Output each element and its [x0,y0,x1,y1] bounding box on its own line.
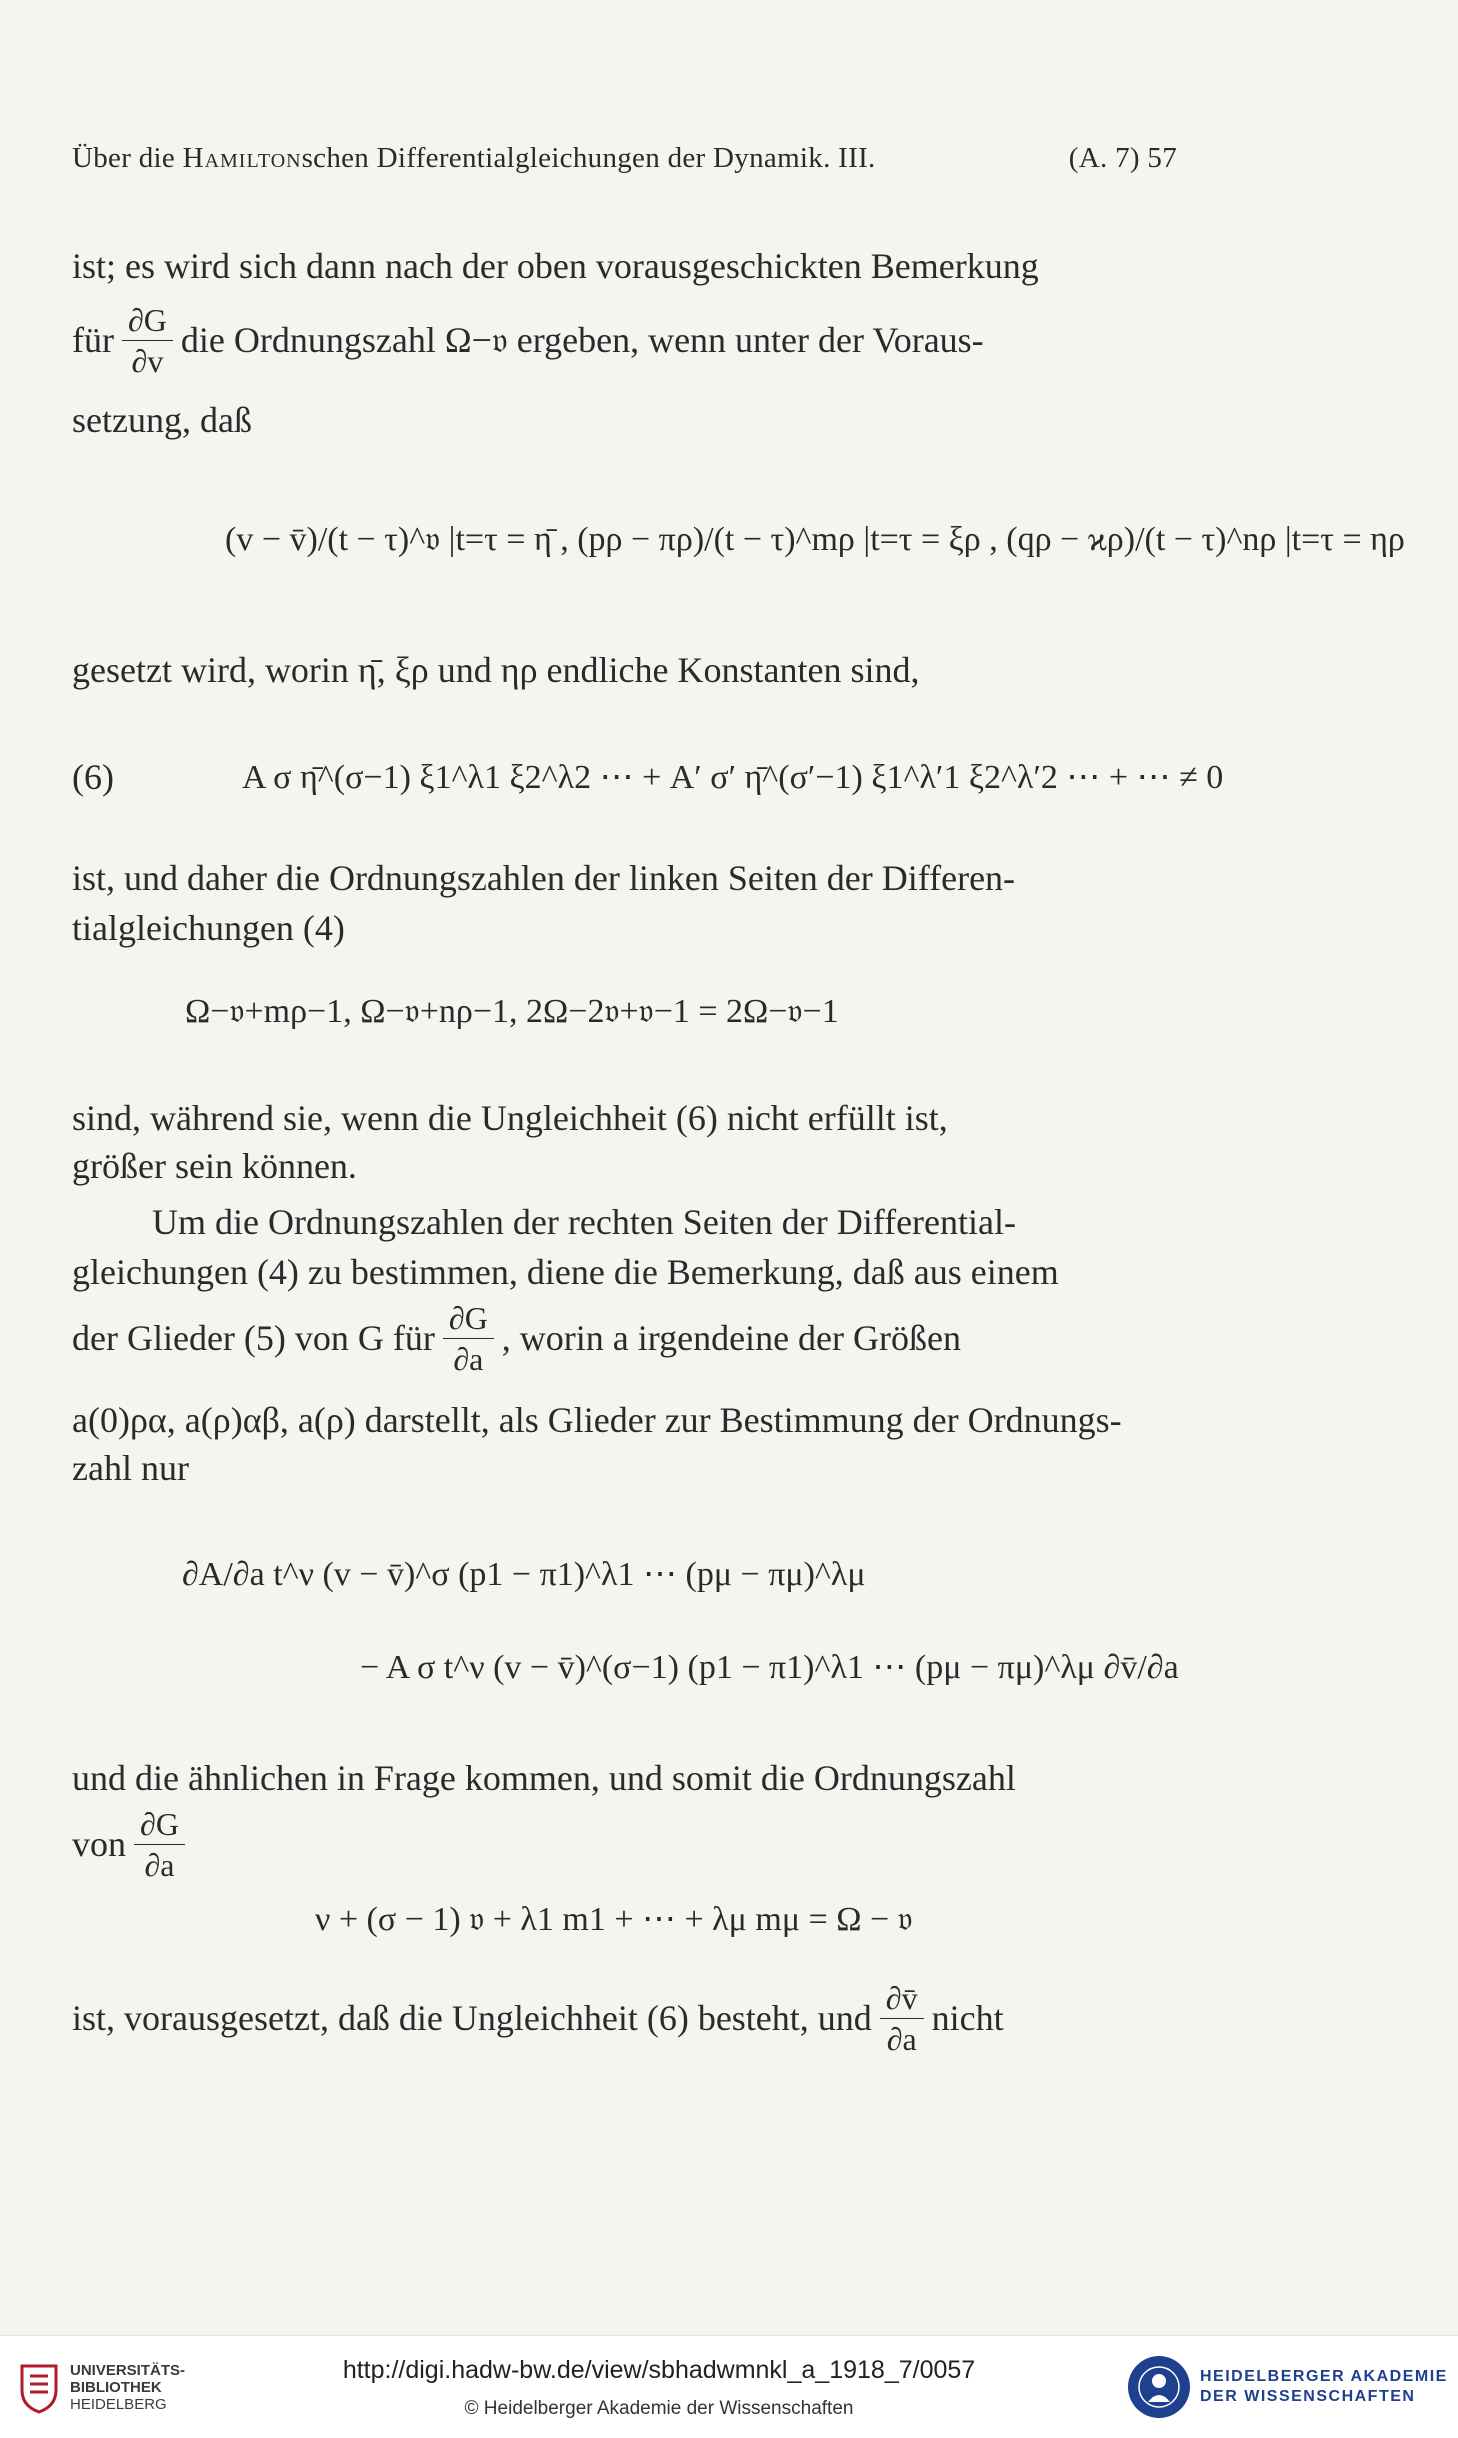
equation-display: (v − v̄)/(t − τ)^𝔳 |t=τ = η̄ , (pρ − πρ)/(t − τ)^mρ |t=τ = ξρ , (qρ − ϰρ)/(t − τ)^nρ |t=τ = ηρ [225,521,1405,558]
academy-logo [1128,2356,1448,2418]
text-line: ist; es wird sich dann nach der oben vorausgeschickten Bemerkung [72,246,1039,286]
equation-display: ∂A/∂a t^ν (v − v̄)^σ (p1 − π1)^λ1 ⋯ (pμ − πμ)^λμ [182,1556,866,1593]
fraction: $\frac{\partial G}{\partial a}$ [134,1806,185,1883]
text-line: und die ähnlichen in Frage kommen, und somit die Ordnungszahl [72,1758,1016,1798]
text-line: gesetzt wird, worin η̄, ξρ und ηρ endliche Konstanten sind, [72,650,920,690]
university-library-logo [18,2360,185,2414]
text-line: zahl nur [72,1448,189,1488]
text-line: Um die Ordnungszahlen der rechten Seiten der Differential- [152,1202,1016,1242]
text-line: ist, vorausgesetzt, daß die Ungleichheit (6) besteht, und $\frac{\partial v̄}{\partial a}$ nicht [72,1979,1004,2057]
text-line: sind, während sie, wenn die Ungleichheit (6) nicht erfüllt ist, [72,1098,948,1138]
text-line: ist, und daher die Ordnungszahlen der linken Seiten der Differen- [72,858,1016,898]
equation-display: − A σ t^ν (v − v̄)^(σ−1) (p1 − π1)^λ1 ⋯ (pμ − πμ)^λμ ∂v̄/∂a [360,1649,1179,1686]
academy-seal-icon [1128,2356,1190,2418]
academy-name-line1: HEIDELBERGER AKADEMIE [1200,2368,1448,2385]
library-name-line3: HEIDELBERG [70,2395,167,2413]
text-line: a(0)ρα, a(ρ)αβ, a(ρ) darstellt, als Glieder zur Bestimmung der Ordnungs- [72,1400,1122,1440]
copyright-notice: © Heidelberger Akademie der Wissenschaften [464,2398,854,2419]
text-line: setzung, daß [72,400,252,440]
text-line: gleichungen (4) zu bestimmen, diene die Bemerkung, daß aus einem [72,1252,1059,1292]
header-title: Über die Hamiltonschen Differentialgleichungen der Dynamik. III. [72,142,876,174]
text-line: der Glieder (5) von G für $\frac{\partial G}{\partial a}$ , worin a irgendeine der Größen [72,1299,961,1377]
academy-name-line2: DER WISSENSCHAFTEN [1200,2388,1416,2405]
library-name-line1: UNIVERSITÄTS- [70,2361,186,2379]
text-line: von $\frac{\partial G}{\partial a}$ [72,1804,1177,1884]
fraction: $\frac{\partial G}{\partial a}$ [443,1300,494,1377]
permalink-url[interactable]: http://digi.hadw-bw.de/view/sbhadwmnkl_a_1918_7/0057 [342,2356,976,2384]
fraction: $\frac{\partial v̄}{\partial a}$ [880,1980,924,2057]
library-crest-icon [18,2360,60,2414]
equation-display: ν + (σ − 1) 𝔳 + λ1 m1 + ⋯ + λμ mμ = Ω − 𝔳 [315,1901,913,1938]
library-name-line2: BIBLIOTHEK [70,2378,162,2396]
header-page-ref: (A. 7) 57 [1068,142,1177,174]
text-line: tialgleichungen (4) [72,908,345,948]
equation-display: Ω−𝔳+mρ−1, Ω−𝔳+nρ−1, 2Ω−2𝔳+𝔳−1 = 2Ω−𝔳−1 [185,993,839,1030]
running-header [72,142,1177,175]
viewer-footer [0,2335,1458,2438]
fraction: $\frac{\partial G}{\partial v}$ [122,302,173,379]
equation-number: (6) [72,757,114,797]
equation-display: A σ η̄^(σ−1) ξ1^λ1 ξ2^λ2 ⋯ + A′ σ′ η̄^(σ′−1) ξ1^λ′1 ξ2^λ′2 ⋯ + ⋯ ≠ 0 [242,759,1224,796]
text-line: größer sein können. [72,1146,357,1186]
text-line: für $\frac{\partial G}{\partial v}$ die Ordnungszahl Ω−𝔳 ergeben, wenn unter der Voraus- [72,301,984,379]
